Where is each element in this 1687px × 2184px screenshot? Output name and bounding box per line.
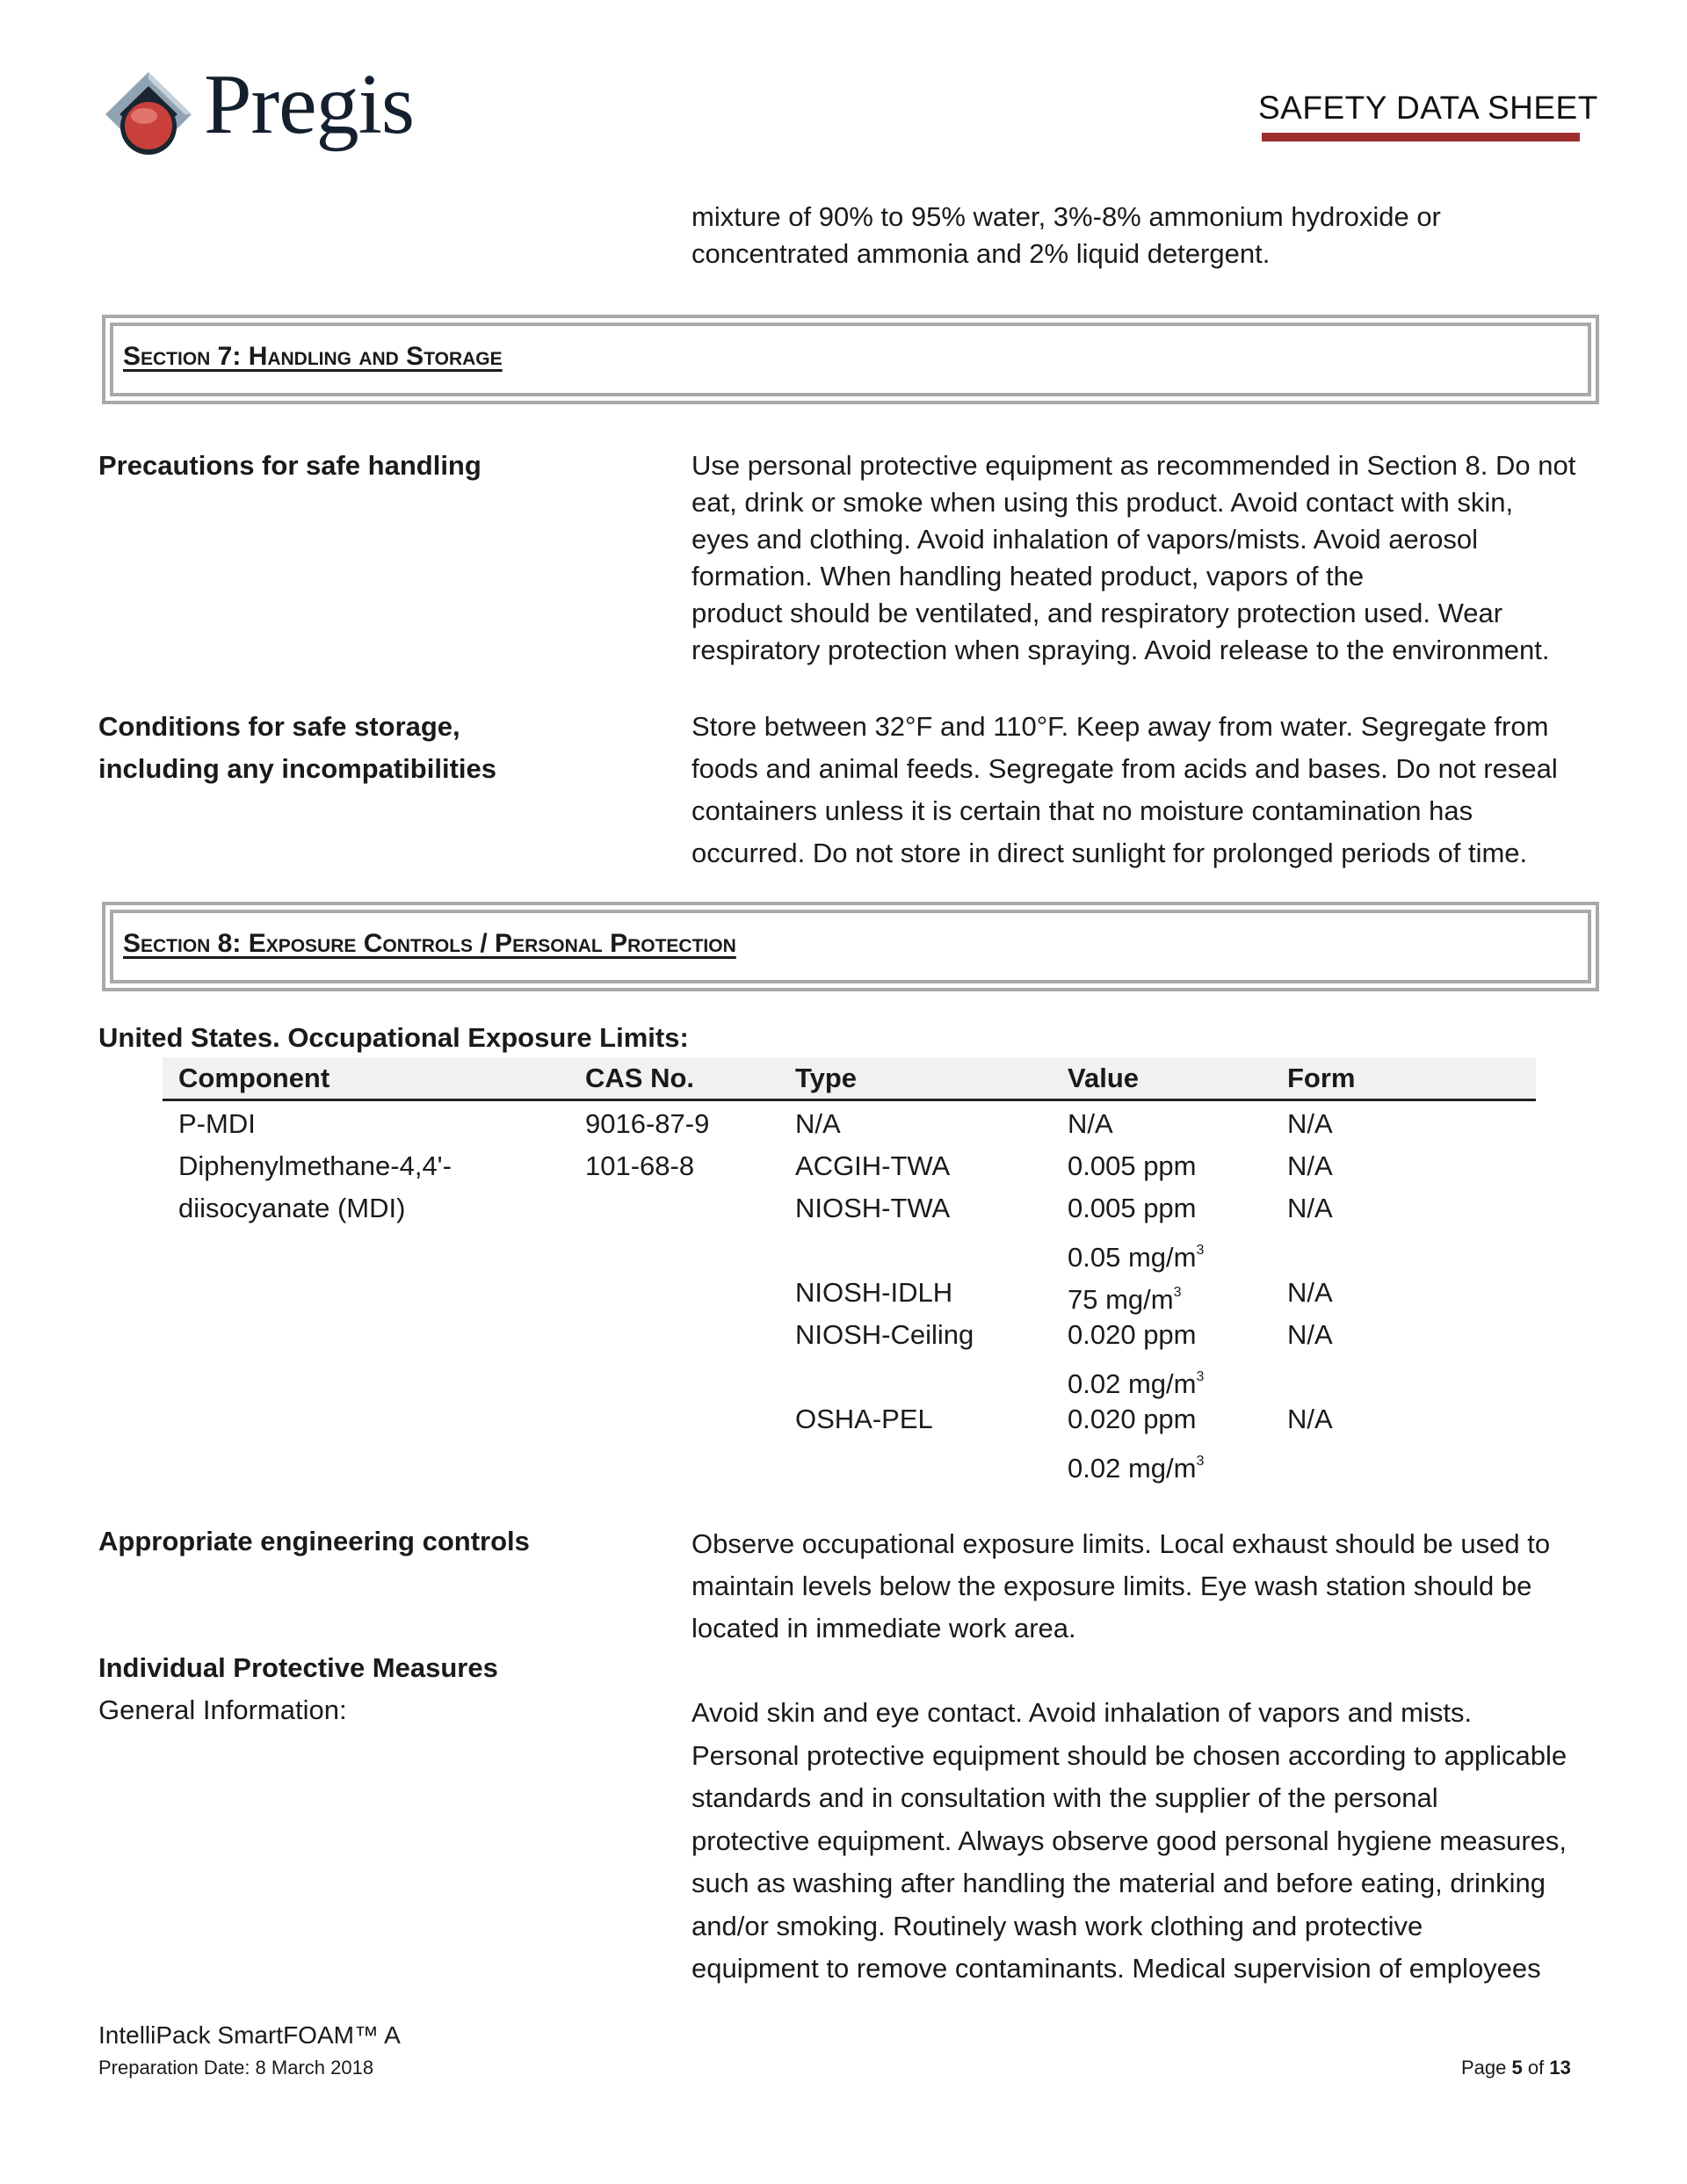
section-7-header-box [102, 315, 1599, 404]
engineering-controls-text: Observe occupational exposure limits. Local exhaust should be used to maintain levels below the exposure limits. Eye wash station should be located in immediate work area. [691, 1528, 1551, 1643]
col-header-form: Form [1287, 1063, 1356, 1093]
footer-page-number: Page 5 of 13 [1461, 2057, 1571, 2079]
general-information-label: General Information: [98, 1694, 347, 1725]
table-header-row [163, 1057, 1536, 1101]
col-header-value: Value [1068, 1063, 1139, 1093]
col-header-component: Component [178, 1063, 330, 1093]
col-header-type: Type [795, 1063, 858, 1093]
continued-text-line-1: mixture of 90% to 95% water, 3%-8% ammonium hydroxide or [691, 201, 1441, 232]
col-header-cas: CAS No. [585, 1063, 694, 1093]
precautions-text: Use personal protective equipment as recommended in Section 8. Do not eat, drink or smoke when using this product. Avoid contact with skin, eyes and clothing. Avoid inhalation of vapors/mists. Avoid aerosol formation. When handling heated product, vapors of the product should be ventilated, and respiratory protection used. Wear respiratory protection when spraying. Avoid release to the environment. [691, 450, 1576, 665]
general-information-text: Avoid skin and eye contact. Avoid inhalation of vapors and mists. Personal protective equipment should be chosen according to applicable standards and in consultation with the supplier of the personal protective equipment. Always observe good personal hygiene measures, such as washing after handling the material and before eating, drinking and/or smoking. Routinely wash work clothing and protective equipment to remove contaminants. Medical supervision of employees [691, 1697, 1568, 1984]
pregis-logo-icon [104, 70, 193, 158]
engineering-controls-label: Appropriate engineering controls [98, 1526, 530, 1556]
section-8-header-box [102, 902, 1599, 991]
storage-label: Conditions for safe storage, including any incompatibilities [98, 711, 496, 784]
oel-heading: United States. Occupational Exposure Limits: [98, 1022, 689, 1053]
precautions-label: Precautions for safe handling [98, 450, 481, 481]
storage-text: Store between 32°F and 110°F. Keep away from water. Segregate from foods and animal feeds. Segregate from acids and bases. Do not reseal containers unless it is certain that no moisture contamination has occurred. Do not store in direct sunlight for prolonged periods of time. [691, 711, 1558, 868]
footer-preparation-date: Preparation Date: 8 March 2018 [98, 2057, 374, 2079]
individual-measures-heading: Individual Protective Measures [98, 1652, 498, 1683]
continued-text-line-2: concentrated ammonia and 2% liquid detergent. [691, 238, 1271, 269]
footer-product-name: IntelliPack SmartFOAM™ A [98, 2021, 401, 2049]
title-accent-bar [1262, 133, 1580, 141]
section-7-title: Section 7: Handling and Storage [123, 342, 503, 371]
document-title: SAFETY DATA SHEET [1258, 90, 1598, 126]
pregis-logo-wordmark: Pregis [204, 57, 414, 152]
section-8-title: Section 8: Exposure Controls / Personal Protection [123, 929, 736, 958]
